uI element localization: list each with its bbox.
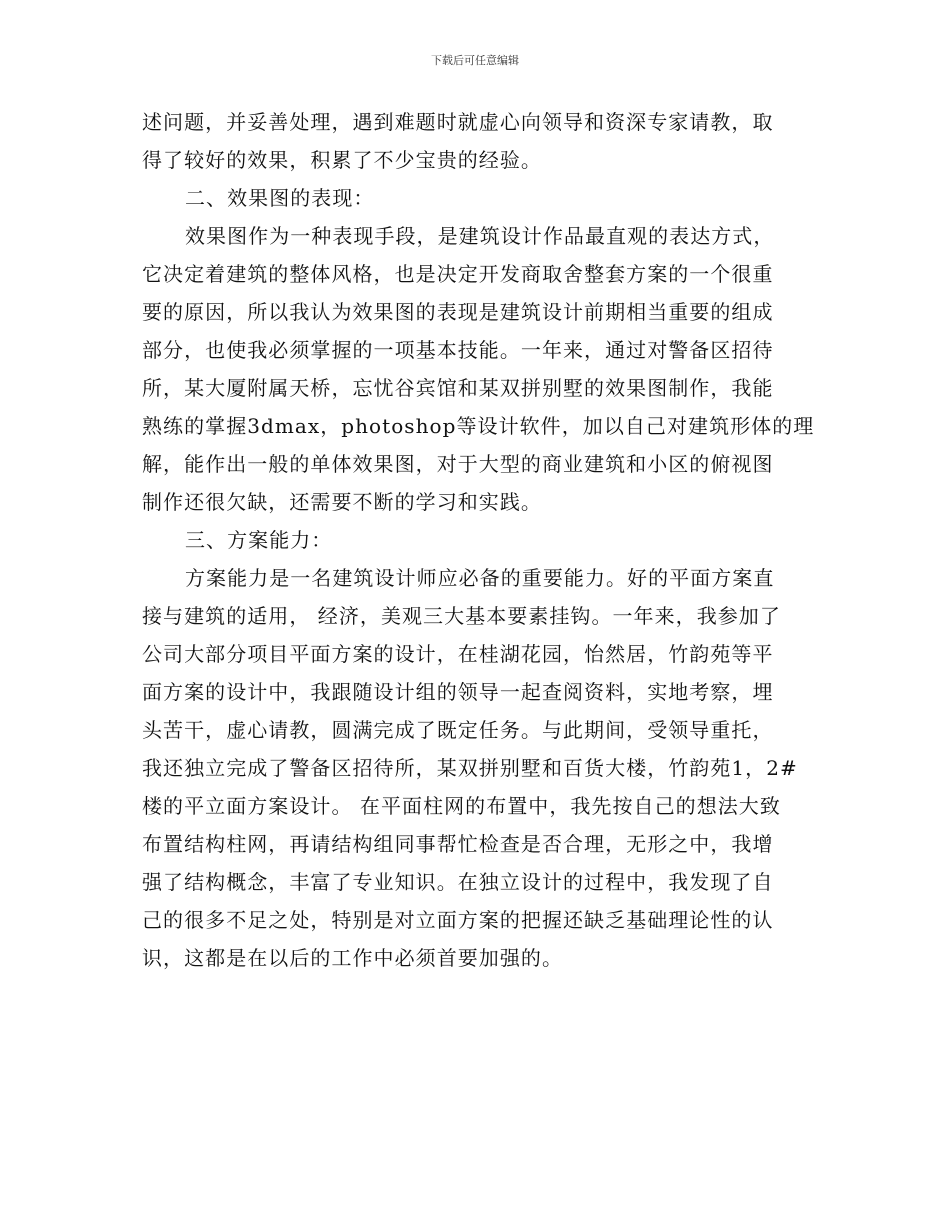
text-line: 它决定着建筑的整体风格，也是决定开发商取舍整套方案的一个很重 <box>142 262 774 286</box>
text-line: 头苦干，虚心请教，圆满完成了既定任务。与此期间，受领导重托， <box>142 718 774 742</box>
text-line: 述问题，并妥善处理，遇到难题时就虚心向领导和资深专家请教，取 <box>142 110 774 134</box>
text-line: 部分，也使我必须掌握的一项基本技能。一年来，通过对警备区招待 <box>142 338 774 362</box>
page-header: 下载后可任意编辑 <box>431 54 519 67</box>
text-line: 强了结构概念，丰富了专业知识。在独立设计的过程中，我发现了自 <box>142 870 774 894</box>
text-line: 公司大部分项目平面方案的设计，在桂湖花园，怡然居，竹韵苑等平 <box>142 642 774 666</box>
text-line: 三、方案能力： <box>185 528 333 552</box>
text-line: 面方案的设计中，我跟随设计组的领导一起查阅资料，实地考察，埋 <box>142 680 774 704</box>
text-line: 解，能作出一般的单体效果图，对于大型的商业建筑和小区的俯视图 <box>142 452 774 476</box>
text-line: 要的原因，所以我认为效果图的表现是建筑设计前期相当重要的组成 <box>142 300 774 324</box>
text-line: 得了较好的效果，积累了不少宝贵的经验。 <box>142 148 542 172</box>
text-line: 己的很多不足之处，特别是对立面方案的把握还缺乏基础理论性的认 <box>142 908 774 932</box>
text-line: 效果图作为一种表现手段，是建筑设计作品最直观的表达方式， <box>185 224 775 248</box>
text-line: 识，这都是在以后的工作中必须首要加强的。 <box>142 946 563 970</box>
document-body <box>142 103 815 977</box>
text-line: 布置结构柱网，再请结构组同事帮忙检查是否合理，无形之中，我增 <box>142 832 774 856</box>
text-line: 熟练的掌握3dmax，photoshop等设计软件，加以自己对建筑形体的理 <box>142 414 815 438</box>
text-line: 二、效果图的表现： <box>185 186 375 210</box>
text-line: 楼的平立面方案设计。 在平面柱网的布置中，我先按自己的想法大致 <box>142 794 781 818</box>
text-line: 我还独立完成了警备区招待所，某双拼别墅和百货大楼，竹韵苑1，2# <box>142 756 798 780</box>
text-line: 接与建筑的适用， 经济，美观三大基本要素挂钩。一年来，我参加了 <box>142 604 781 628</box>
text-line: 方案能力是一名建筑设计师应必备的重要能力。好的平面方案直 <box>185 566 775 590</box>
text-line: 制作还很欠缺，还需要不断的学习和实践。 <box>142 490 542 514</box>
text-line: 所，某大厦附属天桥，忘忧谷宾馆和某双拼别墅的效果图制作，我能 <box>142 376 774 400</box>
